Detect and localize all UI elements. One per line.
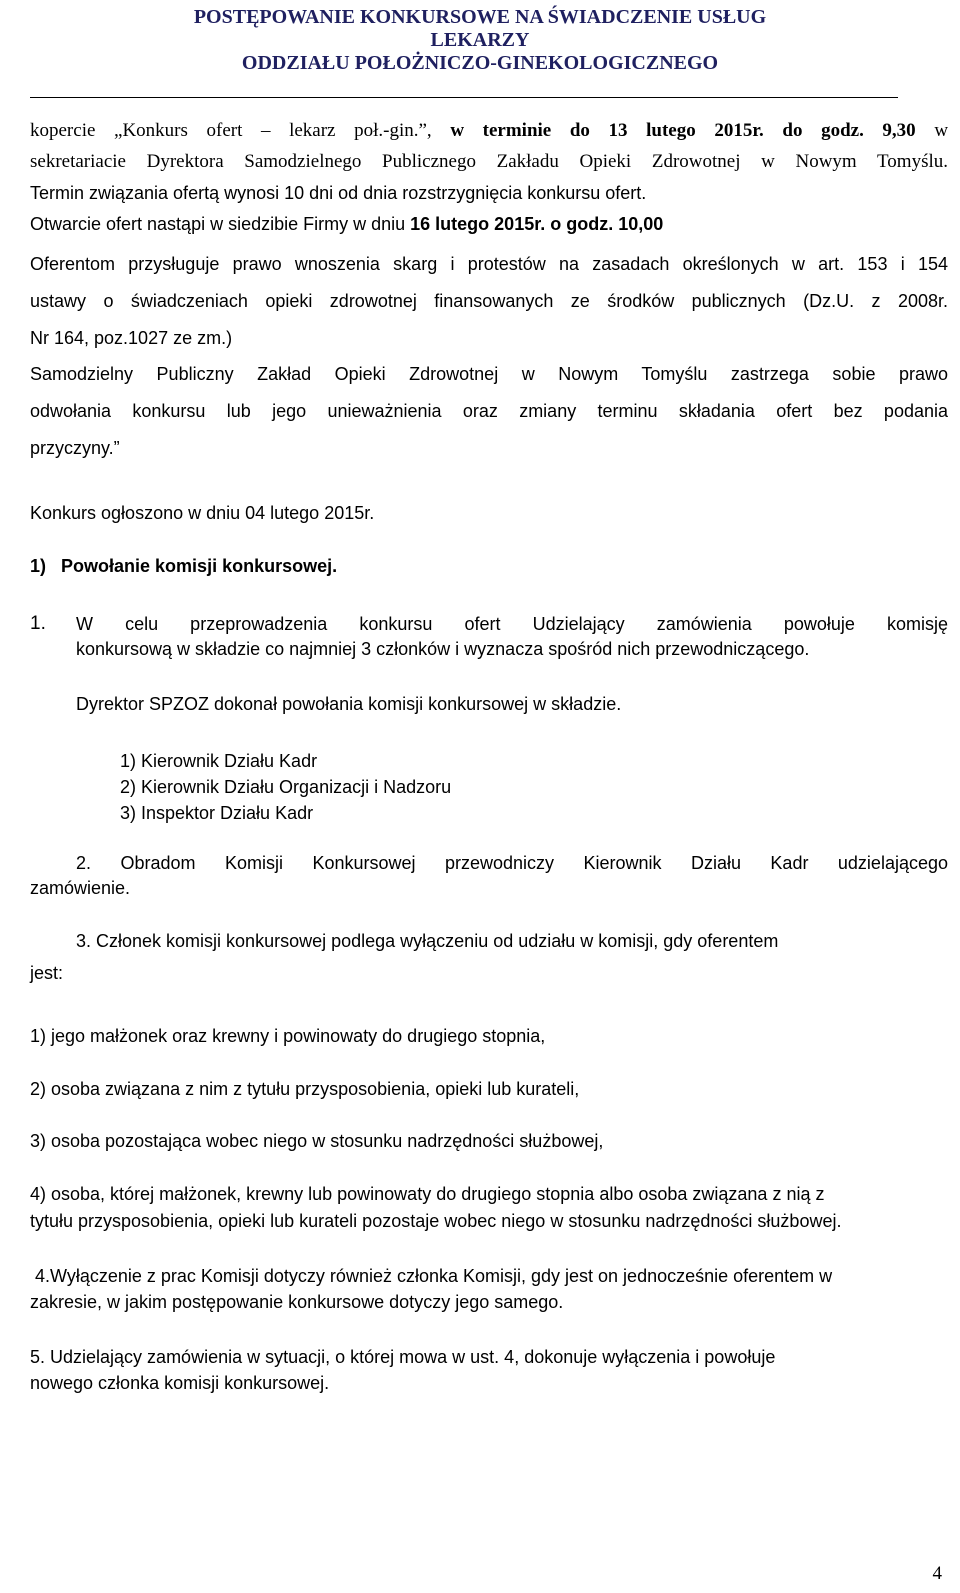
p1-line-1	[30, 120, 948, 142]
item-3-line-1: 3. Członek komisji konkursowej podlega wyłączeniu od udziału w komisji, gdy oferentem	[76, 931, 779, 951]
p1-line-3: Termin związania ofertą wynosi 10 dni od dnia rozstrzygnięcia konkursu ofert.	[30, 183, 647, 203]
section-1-heading	[30, 555, 948, 577]
item-3-line-2: jest:	[30, 963, 64, 983]
item-5-line-1: 5. Udzielający zamówienia w sytuacji, o której mowa w ust. 4, dokonuje wyłączenia i powołuje	[30, 1347, 776, 1367]
p1-line-4-a: Otwarcie ofert nastąpi w siedzibie Firmy w dniu	[30, 214, 406, 234]
header-divider	[30, 97, 898, 98]
document-header	[0, 6, 960, 75]
header-line-2: LEKARZY	[430, 29, 530, 51]
p1-line-4	[30, 213, 948, 235]
director-statement: Dyrektor SPZOZ dokonał powołania komisji konkursowej w składzie.	[76, 694, 622, 714]
item-5-line-2: nowego członka komisji konkursowej.	[30, 1373, 330, 1393]
section-1-number: 1)	[30, 556, 47, 576]
header-line-1: POSTĘPOWANIE KONKURSOWE NA ŚWIADCZENIE USŁUG	[193, 6, 767, 28]
item-2-line-2: zamówienie.	[30, 878, 131, 898]
condition-4-line-2: tytułu przysposobienia, opieki lub kurateli pozostaje wobec niego w stosunku nadrzędności służbowej.	[30, 1211, 842, 1231]
item-2-line-1: 2. Obradom Komisji Konkursowej przewodniczy Kierownik Działu Kadr udzielającego	[76, 853, 948, 873]
p1-line-1-a: kopercie „Konkurs ofert – lekarz poł.-gin.”,	[30, 120, 432, 141]
header-line-3: ODDZIAŁU POŁOŻNICZO-GINEKOLOGICZNEGO	[241, 52, 719, 74]
condition-3: 3) osoba pozostająca wobec niego w stosunku nadrzędności służbowej,	[30, 1131, 604, 1151]
p1-line-2: sekretariacie Dyrektora Samodzielnego Publicznego Zakładu Opieki Zdrowotnej w Nowym Tomyślu.	[30, 151, 948, 172]
p2-line-1: Oferentom przysługuje prawo wnoszenia skarg i protestów na zasadach określonych w art. 153 i 154	[30, 254, 948, 274]
item-1-number: 1.	[30, 613, 46, 634]
p3-line-3: przyczyny.”	[30, 438, 120, 458]
p2-line-2: ustawy o świadczeniach opieki zdrowotnej finansowanych ze środków publicznych (Dz.U. z 2008r.	[30, 291, 948, 311]
p2-line-3: Nr 164, poz.1027 ze zm.)	[30, 328, 233, 348]
condition-1: 1) jego małżonek oraz krewny i powinowaty do drugiego stopnia,	[30, 1026, 546, 1046]
section-1-title: Powołanie komisji konkursowej.	[61, 556, 338, 576]
p1-line-4-b: 16 lutego 2015r. o godz. 10,00	[410, 214, 664, 234]
member-2: 2) Kierownik Działu Organizacji i Nadzoru	[120, 777, 452, 797]
p3-line-1: Samodzielny Publiczny Zakład Opieki Zdrowotnej w Nowym Tomyślu zastrzega sobie prawo	[30, 364, 948, 384]
member-3: 3) Inspektor Działu Kadr	[120, 803, 314, 823]
p1-line-1-b: w terminie do 13 lutego 2015r. do godz. 9,30	[450, 120, 916, 141]
p3-line-2: odwołania konkursu lub jego unieważnienia oraz zmiany terminu składania ofert bez podania	[30, 401, 948, 421]
item-1-line-2: konkursową w składzie co najmniej 3 członków i wyznacza spośród nich przewodniczącego.	[76, 639, 810, 659]
condition-4-line-1: 4) osoba, której małżonek, krewny lub powinowaty do drugiego stopnia albo osoba związana z nią z	[30, 1184, 825, 1204]
item-4-line-2: zakresie, w jakim postępowanie konkursowe dotyczy jego samego.	[30, 1292, 564, 1312]
member-1: 1) Kierownik Działu Kadr	[120, 751, 318, 771]
p1-line-1-c: w	[934, 120, 949, 141]
condition-2: 2) osoba związana z nim z tytułu przysposobienia, opieki lub kurateli,	[30, 1079, 580, 1099]
page-number: 4	[932, 1563, 942, 1584]
item-4-line-1: 4.Wyłączenie z prac Komisji dotyczy również członka Komisji, gdy jest on jednocześnie oferentem w	[30, 1266, 833, 1286]
item-1-line-1: W celu przeprowadzenia konkursu ofert Udzielający zamówienia powołuje komisję	[76, 614, 948, 634]
announcement: Konkurs ogłoszono w dniu 04 lutego 2015r.	[30, 503, 375, 523]
